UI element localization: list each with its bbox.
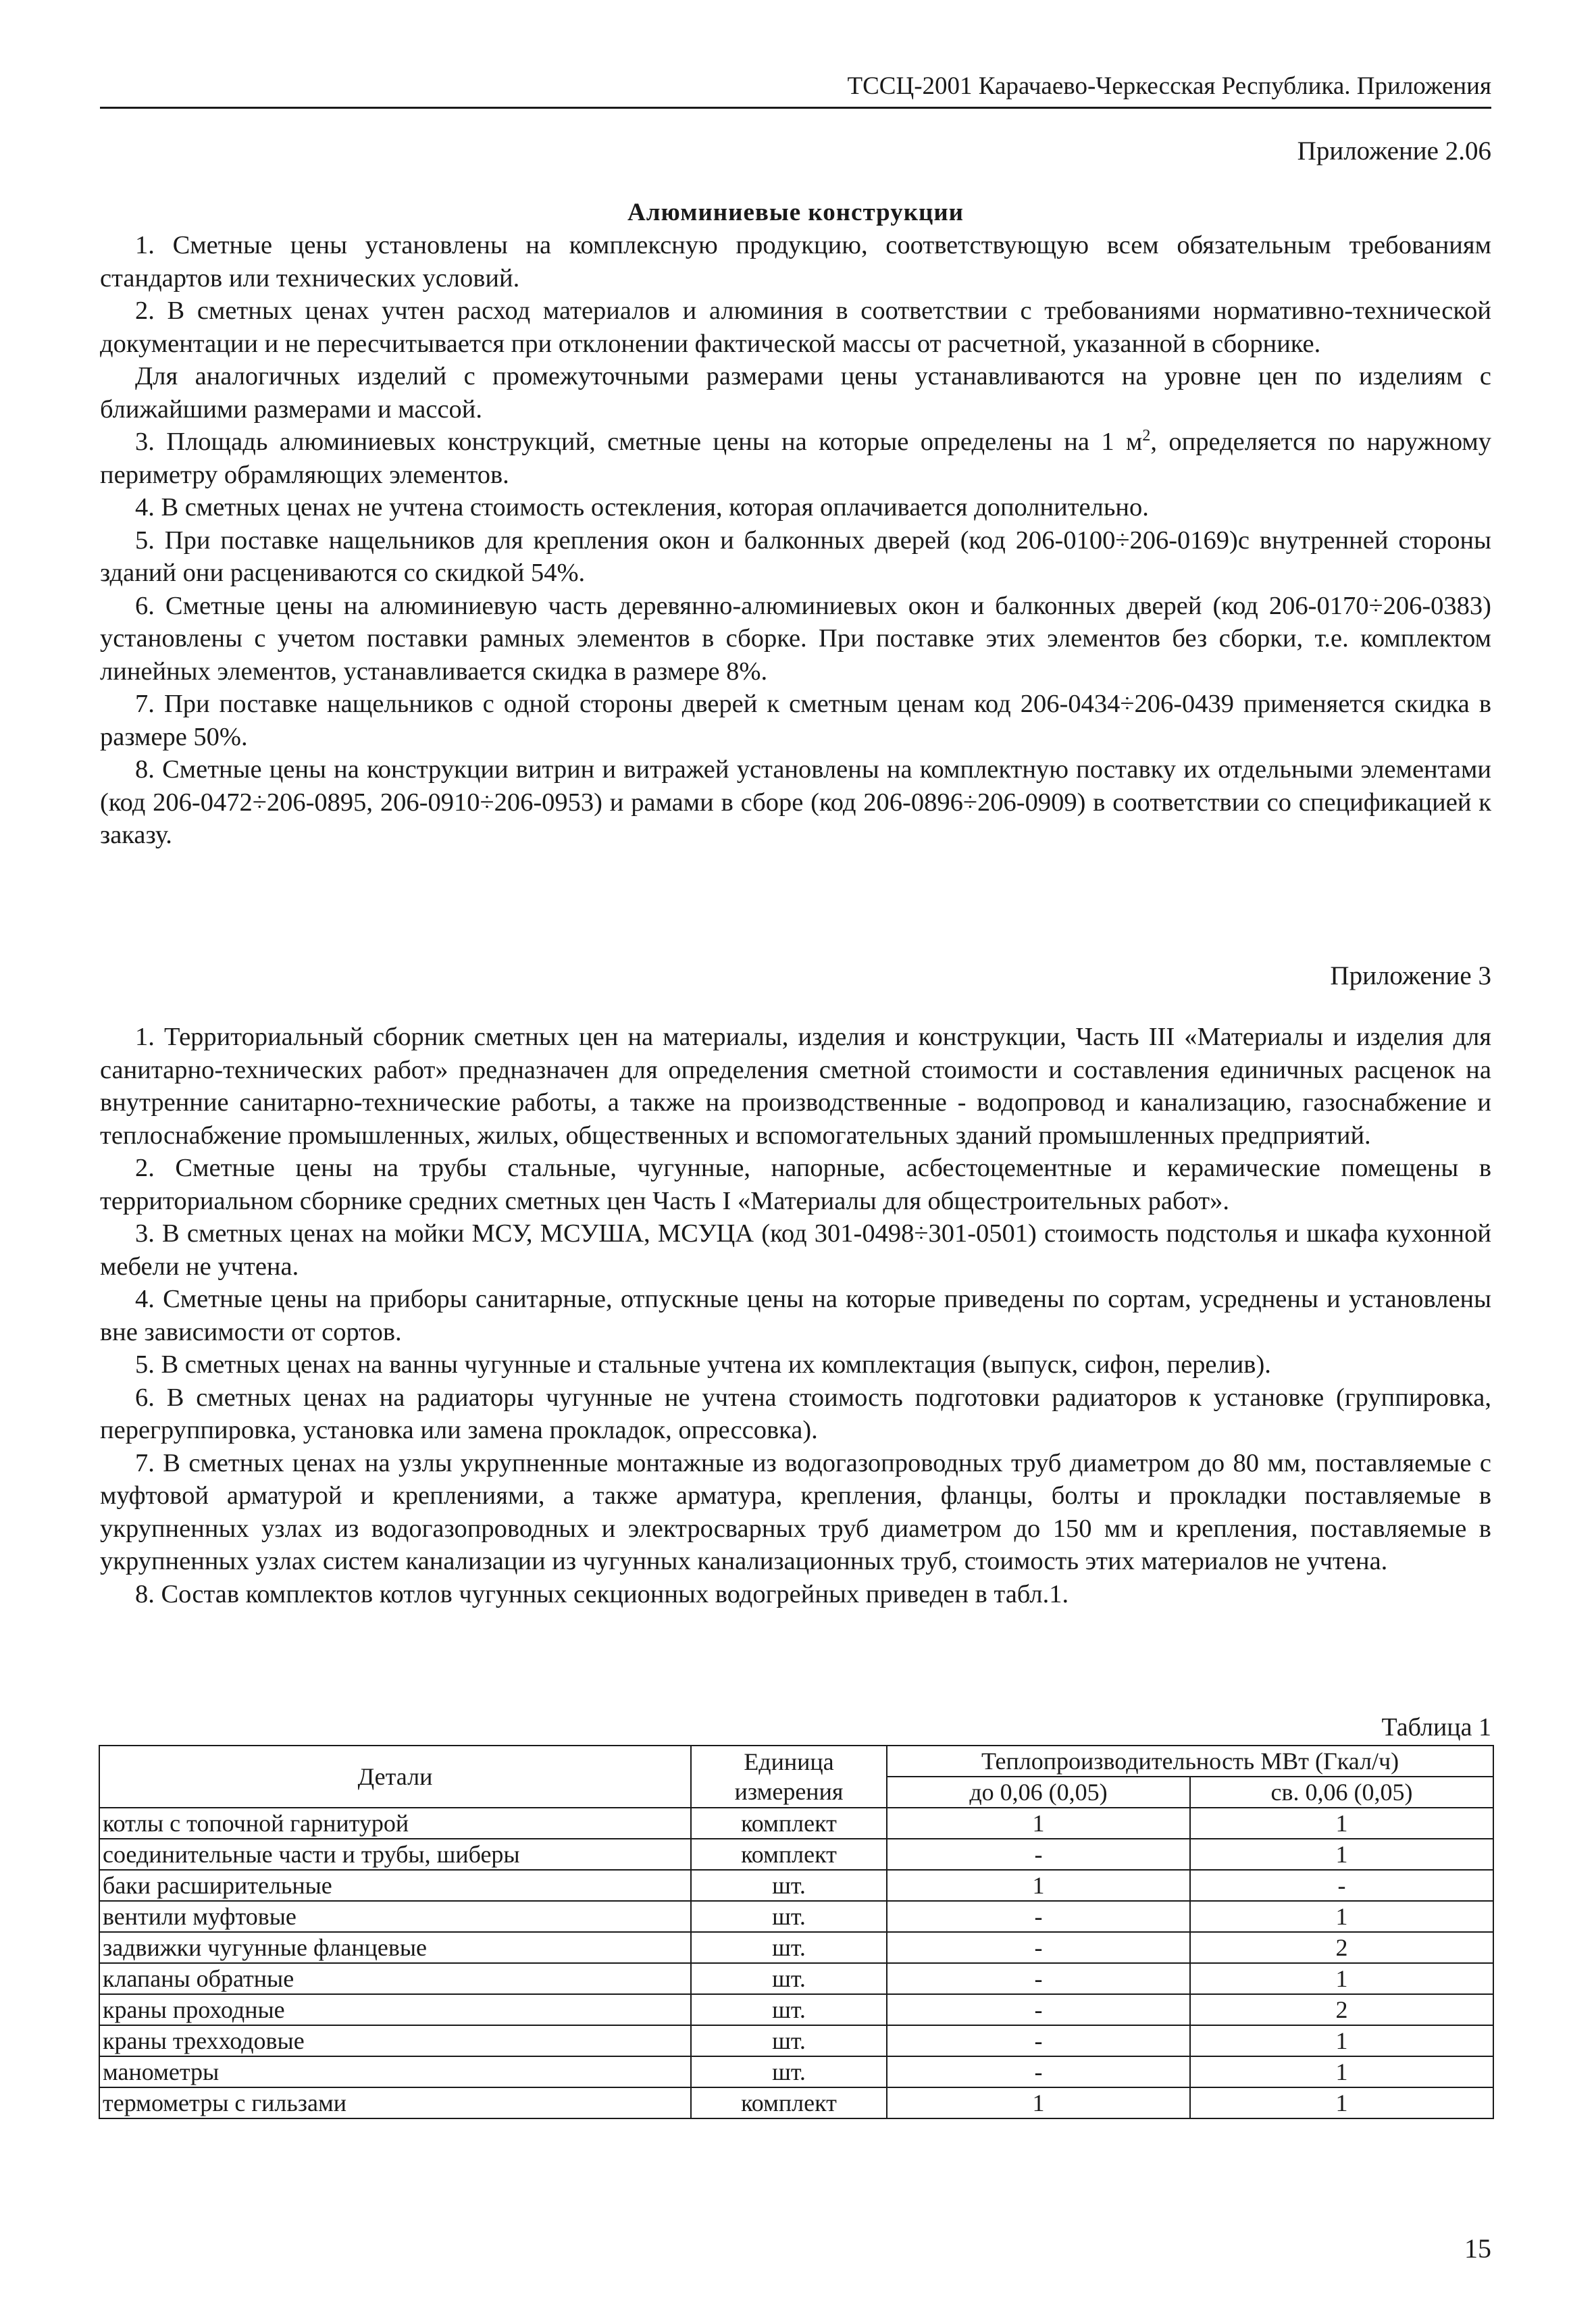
cell-unit: шт. bbox=[691, 2056, 887, 2087]
cell-unit: шт. bbox=[691, 1963, 887, 1994]
table-row bbox=[99, 1839, 1493, 1870]
cell-b: 1 bbox=[1190, 1839, 1493, 1870]
cell-a: - bbox=[887, 2025, 1190, 2056]
paragraph: 2. Сметные цены на трубы стальные, чугунные, напорные, асбестоцементные и керамические помещены в территориальном сборнике средних сметных цен Часть I «Материалы для общестроительных работ». bbox=[100, 1154, 1491, 1215]
cell-name: задвижки чугунные фланцевые bbox=[99, 1932, 691, 1963]
cell-b: 1 bbox=[1190, 1963, 1493, 1994]
table-row bbox=[99, 1994, 1493, 2025]
cell-a: - bbox=[887, 1994, 1190, 2025]
cell-unit: шт. bbox=[691, 1994, 887, 2025]
cell-name: термометры с гильзами bbox=[99, 2087, 691, 2118]
cell-name: клапаны обратные bbox=[99, 1963, 691, 1994]
cell-a: - bbox=[887, 1901, 1190, 1932]
cell-a: 1 bbox=[887, 2087, 1190, 2118]
table-row bbox=[99, 1901, 1493, 1932]
table-row bbox=[99, 2025, 1493, 2056]
cell-name: вентили муфтовые bbox=[99, 1901, 691, 1932]
paragraph bbox=[100, 426, 1491, 491]
paragraph: 1. Сметные цены установлены на комплексную продукцию, соответствующую всем обязательным требованиям стандартов или технических условий. bbox=[100, 231, 1491, 293]
header-details: Детали bbox=[99, 1746, 691, 1808]
cell-b: - bbox=[1190, 1870, 1493, 1901]
header-col-a: до 0,06 (0,05) bbox=[887, 1777, 1190, 1808]
header-rule bbox=[100, 107, 1491, 109]
cell-unit: шт. bbox=[691, 1870, 887, 1901]
cell-name: баки расширительные bbox=[99, 1870, 691, 1901]
cell-unit: комплект bbox=[691, 1808, 887, 1839]
superscript: 2 bbox=[1142, 427, 1151, 445]
paragraph: 3. В сметных ценах на мойки МСУ, МСУША, МСУЦА (код 301-0498÷301-0501) стоимость подстолья и шкафа кухонной мебели не учтена. bbox=[100, 1219, 1491, 1281]
boiler-components-table bbox=[99, 1745, 1494, 2119]
cell-a: 1 bbox=[887, 1870, 1190, 1901]
paragraph: 5. В сметных ценах на ванны чугунные и стальные учтена их комплектация (выпуск, сифон, перелив). bbox=[135, 1350, 1271, 1379]
cell-name: манометры bbox=[99, 2056, 691, 2087]
cell-b: 2 bbox=[1190, 1994, 1493, 2025]
cell-a: - bbox=[887, 1932, 1190, 1963]
paragraph: Для аналогичных изделий с промежуточными размерами цены устанавливаются на уровне цен по изделиям с ближайшими размерами и массой. bbox=[100, 362, 1491, 424]
table-row bbox=[99, 1808, 1493, 1839]
table-caption: Таблица 1 bbox=[1381, 1713, 1491, 1742]
cell-name: краны проходные bbox=[99, 1994, 691, 2025]
header-unit bbox=[691, 1746, 887, 1808]
cell-b: 2 bbox=[1190, 1932, 1493, 1963]
section-title: Алюминиевые конструкции bbox=[627, 199, 964, 226]
paragraph: 7. При поставке нащельников с одной стороны дверей к сметным ценам код 206-0434÷206-0439 применяется скидка в размере 50%. bbox=[100, 690, 1491, 751]
paragraph: 1. Территориальный сборник сметных цен на материалы, изделия и конструкции, Часть III «Материалы и изделия для санитарно-технических работ» предназначен для определения сметной стоимости и составления единичных расценок на внутренние санитарно-технические работы, а также на производственные - водопровод и канализацию, газоснабжение и теплоснабжение промышленных, жилых, общественных и вспомогательных зданий промышленных предприятий. bbox=[100, 1023, 1491, 1150]
cell-name: котлы с топочной гарнитурой bbox=[99, 1808, 691, 1839]
cell-a: - bbox=[887, 1839, 1190, 1870]
header-col-b: св. 0,06 (0,05) bbox=[1190, 1777, 1493, 1808]
cell-unit: комплект bbox=[691, 2087, 887, 2118]
cell-b: 1 bbox=[1190, 2056, 1493, 2087]
cell-name: соединительные части и трубы, шиберы bbox=[99, 1839, 691, 1870]
header-unit-line: измерения bbox=[734, 1778, 844, 1805]
table-row bbox=[99, 1870, 1493, 1901]
appendix-3-label: Приложение 3 bbox=[1330, 961, 1491, 990]
cell-unit: шт. bbox=[691, 1901, 887, 1932]
table-row bbox=[99, 1963, 1493, 1994]
appendix-206-label: Приложение 2.06 bbox=[1297, 136, 1491, 166]
paragraph: 7. В сметных ценах на узлы укрупненные монтажные из водогазопроводных труб диаметром до 80 мм, поставляемые с муфтовой арматурой и креплениями, а также арматура, крепления, фланцы, болты и прокладки поставляемые в укрупненных узлах из водогазопроводных и электросварных труб диаметром до 150 мм и крепления, поставляемые в укрупненных узлах систем канализации из чугунных канализационных труб, стоимость этих материалов не учтена. bbox=[100, 1448, 1491, 1575]
running-header: ТССЦ-2001 Карачаево-Черкесская Республика. Приложения bbox=[847, 72, 1491, 100]
cell-b: 1 bbox=[1190, 1808, 1493, 1839]
paragraph: 2. В сметных ценах учтен расход материалов и алюминия в соответствии с требованиями нормативно-технической документации и не пересчитывается при отклонении фактической массы от расчетной, указанной в сборнике. bbox=[100, 297, 1491, 358]
table-row bbox=[99, 2087, 1493, 2118]
page-number: 15 bbox=[1464, 2233, 1491, 2264]
paragraph: 6. Сметные цены на алюминиевую часть деревянно-алюминиевых окон и балконных дверей (код 206-0170÷206-0383) установлены с учетом поставки рамных элементов в сборке. При поставке этих элементов без сборки, т.е. комплектом линейных элементов, устанавливается скидка в размере 8%. bbox=[100, 591, 1491, 686]
cell-a: 1 bbox=[887, 1808, 1190, 1839]
cell-a: - bbox=[887, 1963, 1190, 1994]
header-unit-line: Единица bbox=[744, 1748, 834, 1775]
paragraph: 8. Сметные цены на конструкции витрин и витражей установлены на комплектную поставку их отдельными элементами (код 206-0472÷206-0895, 206-0910÷206-0953) и рамами в сборе (код 206-0896÷206-0909) в соответствии со спецификацией к заказу. bbox=[100, 755, 1491, 849]
paragraph: 5. При поставке нащельников для крепления окон и балконных дверей (код 206-0100÷206-0169)с внутренней стороны зданий они расцениваются со скидкой 54%. bbox=[100, 526, 1491, 587]
paragraph: 8. Состав комплектов котлов чугунных секционных водогрейных приведен в табл.1. bbox=[135, 1579, 1069, 1608]
paragraph-part: 3. Площадь алюминиевых конструкций, сметные цены на которые определены на 1 м bbox=[135, 428, 1143, 456]
table-row bbox=[99, 2056, 1493, 2087]
cell-unit: комплект bbox=[691, 1839, 887, 1870]
cell-name: краны трехходовые bbox=[99, 2025, 691, 2056]
header-capacity: Теплопроизводительность МВт (Гкал/ч) bbox=[887, 1746, 1493, 1777]
cell-b: 1 bbox=[1190, 2087, 1493, 2118]
appendix-206-text bbox=[100, 229, 1491, 852]
cell-b: 1 bbox=[1190, 2025, 1493, 2056]
paragraph: 6. В сметных ценах на радиаторы чугунные не учтена стоимость подготовки радиаторов к установке (группировка, перегруппировка, установка или замена прокладок, опрессовка). bbox=[100, 1383, 1491, 1444]
cell-a: - bbox=[887, 2056, 1190, 2087]
paragraph-part: , определяется по наружному периметру обрамляющих элементов. bbox=[100, 428, 1491, 489]
table-row bbox=[99, 1932, 1493, 1963]
cell-unit: шт. bbox=[691, 1932, 887, 1963]
appendix-3-text bbox=[100, 1021, 1491, 1610]
paragraph: 4. В сметных ценах не учтена стоимость остекления, которая оплачивается дополнительно. bbox=[135, 493, 1149, 522]
cell-b: 1 bbox=[1190, 1901, 1493, 1932]
paragraph: 4. Сметные цены на приборы санитарные, отпускные цены на которые приведены по сортам, усреднены и установлены вне зависимости от сортов. bbox=[100, 1285, 1491, 1346]
cell-unit: шт. bbox=[691, 2025, 887, 2056]
